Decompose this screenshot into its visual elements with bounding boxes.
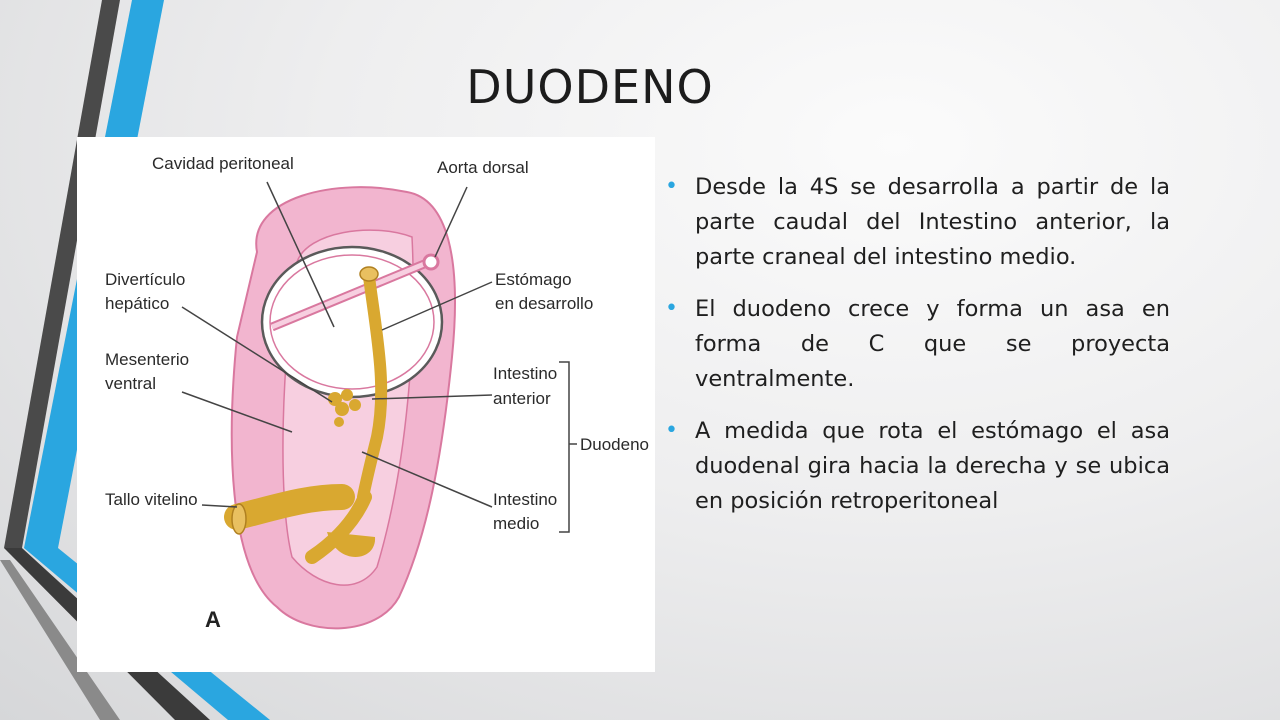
label-intestino-anterior-1: Intestino	[493, 364, 558, 383]
bullet-item: • Desde la 4S se desarrolla a partir de la parte caudal del Intestino anterior, la parte craneal del intestino medio.	[665, 170, 1170, 275]
duodeno-bracket	[559, 362, 577, 532]
label-intestino-medio-2: medio	[493, 514, 540, 533]
bullet-list	[665, 170, 1170, 536]
bullet-dot-icon: •	[665, 296, 678, 321]
label-en-desarrollo: en desarrollo	[495, 294, 594, 313]
label-intestino-anterior-2: anterior	[493, 389, 551, 408]
label-ventral: ventral	[105, 374, 157, 393]
label-mesenterio: Mesenterio	[105, 350, 190, 369]
label-hepatico: hepático	[105, 294, 170, 313]
label-duodeno: Duodeno	[580, 435, 650, 454]
label-estomago: Estómago	[495, 270, 572, 289]
label-diverticulo: Divertículo	[105, 270, 186, 289]
slide-title: DUODENO	[466, 60, 714, 114]
bullet-dot-icon: •	[665, 418, 678, 443]
label-cavidad-peritoneal: Cavidad peritoneal	[152, 154, 294, 173]
bullet-item: • El duodeno crece y forma un asa en forma de C que se proyecta ventralmente.	[665, 292, 1170, 397]
label-panel-a: A	[205, 607, 221, 632]
bullet-dot-icon: •	[665, 174, 678, 199]
dorsal-aorta	[424, 255, 438, 269]
label-tallo-vitelino: Tallo vitelino	[105, 490, 198, 509]
label-aorta-dorsal: Aorta dorsal	[437, 158, 529, 177]
label-intestino-medio-1: Intestino	[493, 490, 558, 509]
bullet-item: • A medida que rota el estómago el asa duodenal gira hacia la derecha y se ubica en posición retroperitoneal	[665, 414, 1170, 519]
embryo-duodenum-illustration	[77, 137, 655, 672]
